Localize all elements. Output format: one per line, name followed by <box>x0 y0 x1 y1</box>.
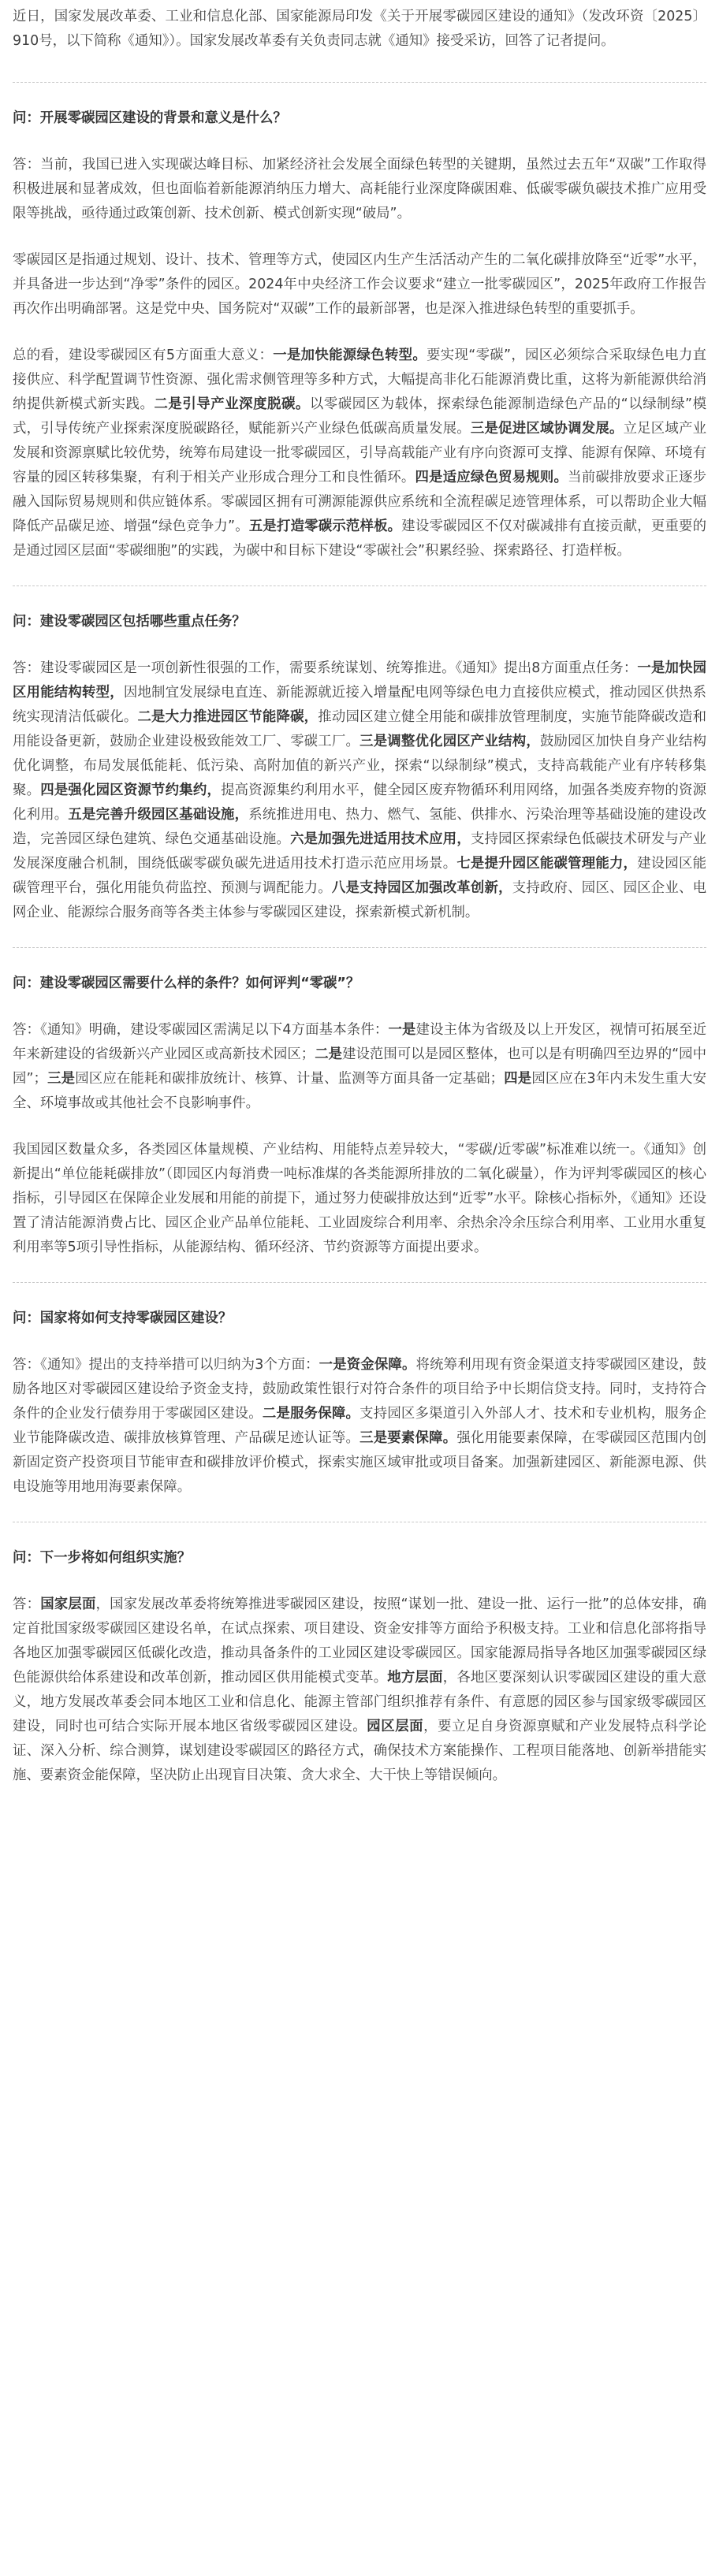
body-text: 园区应在能耗和碳排放统计、核算、计量、监测等方面具备一定基础； <box>75 1071 505 1087</box>
body-text: 答：建设零碳园区是一项创新性很强的工作，需要系统谋划、统筹推进。《通知》提出8方面重点任务： <box>13 660 638 676</box>
emphasis-text: 四是适应绿色贸易规则。 <box>415 470 568 485</box>
body-text: 系统推进用电、热力、燃气、氢能、供排水、污染治理等基础设施的建设改造，完善园区绿色建筑、绿色交通基础设施。 <box>13 807 706 847</box>
body-text: 答： <box>13 1597 41 1612</box>
body-text: ，各地区要深刻认识零碳园区建设的重大意义，地方发展改革委会同本地区工业和信息化、能源主管部门组织推荐有条件、有意愿的园区参与国家级零碳园区建设，同时也可结合实际开展本地区省级零碳园区建设。 <box>13 1670 706 1734</box>
section-divider <box>13 1282 706 1283</box>
body-text: 要实现“零碳”，园区必须综合采取绿色电力直接供应、科学配置调节性资源、强化需求侧管理等多种方式，大幅提高非化石能源消费比重，这将为新能源供给消纳提供新模式新实践。 <box>13 348 706 412</box>
question-heading: 问：国家将如何支持零碳园区建设？ <box>13 1310 233 1326</box>
body-text: 提高资源集约利用水平，健全园区废弃物循环利用网络，加强各类废弃物的资源化利用。 <box>13 782 706 823</box>
question-heading: 问：开展零碳园区建设的背景和意义是什么？ <box>13 110 287 126</box>
emphasis-text: 一是加快园区用能结构转型， <box>13 660 706 701</box>
answer-paragraph <box>13 1138 706 1260</box>
section-divider <box>13 947 706 948</box>
body-text: 零碳园区是指通过规划、设计、技术、管理等方式，使园区内生产生活活动产生的二氧化碳排放降至“近零”水平，并具备进一步达到“净零”条件的园区。2024年中央经济工作会议要求“建立一批零碳园区”，2025年政府工作报告再次作出明确部署。这是党中央、国务院对“双碳”工作的最新部署，也是深入推进绿色转型的重要抓手。 <box>13 252 706 317</box>
emphasis-text: 五是打造零碳示范样板。 <box>248 519 402 534</box>
body-text: 答：《通知》明确，建设零碳园区需满足以下4方面基本条件： <box>13 1022 389 1038</box>
answer-paragraph <box>13 1353 706 1500</box>
body-text: ，要立足自身资源禀赋和产业发展特点科学论证、深入分析、综合测算，谋划建设零碳园区的路径方式，确保技术方案能操作、工程项目能落地、创新举措能实施、要素资金能保障，坚决防止出现盲目决策、贪大求全、大干快上等错误倾向。 <box>13 1719 706 1783</box>
emphasis-text: 一是 <box>388 1022 416 1038</box>
emphasis-text: 国家层面 <box>40 1597 96 1612</box>
emphasis-text: 地方层面 <box>387 1670 443 1686</box>
body-text: 我国园区数量众多，各类园区体量规模、产业结构、用能特点差异较大，“零碳/近零碳”标准难以统一。《通知》创新提出“单位能耗碳排放”（即园区内每消费一吨标准煤的各类能源所排放的二氧化碳量），作为评判零碳园区的核心指标，引导园区在保障企业发展和用能的前提下，通过努力使碳排放达到“近零”水平。除核心指标外，《通知》还设置了清洁能源消费占比、园区企业产品单位能耗、工业固废综合利用率、余热余冷余压综合利用率、工业用水重复利用率等5项引导性指标，从能源结构、循环经济、节约资源等方面提出要求。 <box>13 1142 706 1255</box>
emphasis-text: 三是调整优化园区产业结构， <box>360 734 540 749</box>
qa-sections <box>13 82 706 1788</box>
answer-paragraph <box>13 656 706 925</box>
body-text: 将统筹利用现有资金渠道支持零碳园区建设，鼓励各地区对零碳园区建设给予资金支持，鼓励政策性银行对符合条件的项目给予中长期信贷支持。同时，支持符合条件的企业发行债券用于零碳园区建设。 <box>13 1357 706 1422</box>
body-text: 建设零碳园区不仅对碳减排有直接贡献，更重要的是通过园区层面“零碳细胞”的实践，为碳中和目标下建设“零碳社会”积累经验、探索路径、打造样板。 <box>13 519 706 559</box>
body-text: 支持政府、园区、园区企业、电网企业、能源综合服务商等各类主体参与零碳园区建设，探索新模式新机制。 <box>13 880 706 920</box>
body-text: 因地制宜发展绿电直连、新能源就近接入增量配电网等绿色电力直接供应模式，推动园区供热系统实现清洁低碳化。 <box>13 685 706 725</box>
article-intro: 近日，国家发展改革委、工业和信息化部、国家能源局印发《关于开展零碳园区建设的通知》（发改环资〔2025〕910号，以下简称《通知》）。国家发展改革委有关负责同志就《通知》接受采访，回答了记者提问。 <box>13 9 706 49</box>
body-text: 建设范围可以是园区整体，也可以是有明确四至边界的“园中园”； <box>13 1046 706 1087</box>
emphasis-text: 六是加强先进适用技术应用， <box>290 831 471 847</box>
body-text: 答：《通知》提出的支持举措可以归纳为3个方面： <box>13 1357 319 1373</box>
body-text: ，国家发展改革委将统筹推进零碳园区建设，按照“谋划一批、建设一批、运行一批”的总体安排，确定首批国家级零碳园区建设名单，在试点探索、项目建设、资金安排等方面给予积极支持。工业和信息化部将指导各地区加强零碳园区低碳化改造，推动具备条件的工业园区建设零碳园区。国家能源局指导各地区加强零碳园区绿色能源供给体系建设和改革创新，推动园区供用能模式变革。 <box>13 1597 706 1686</box>
body-text: 鼓励园区加快自身产业结构优化调整，布局发展低能耗、低污染、高附加值的新兴产业，探索“以绿制绿”模式，支持高载能产业有序转移集聚。 <box>13 734 706 798</box>
emphasis-text: 一是加快能源绿色转型。 <box>273 348 427 363</box>
body-text: 总的看，建设零碳园区有5方面重大意义： <box>13 348 274 363</box>
emphasis-text: 一是资金保障。 <box>319 1357 416 1373</box>
body-text: 强化用能要素保障，在零碳园区范围内创新固定资产投资项目节能审查和碳排放评价模式，探索实施区域审批或项目备案。加强新建园区、新能源电源、供电设施等用地用海要素保障。 <box>13 1430 706 1495</box>
body-text: 立足区域产业发展和资源禀赋比较优势，统筹布局建设一批零碳园区，引导高载能产业有序向资源可支撑、能源有保障、环境有容量的园区转移集聚，有利于相关产业形成合理分工和良性循环。 <box>13 421 706 485</box>
emphasis-text: 四是 <box>504 1071 532 1087</box>
question-heading: 问：建设零碳园区需要什么样的条件？如何评判“零碳”？ <box>13 976 360 991</box>
emphasis-text: 三是要素保障。 <box>360 1430 457 1446</box>
emphasis-text: 五是完善升级园区基础设施， <box>68 807 249 823</box>
body-text: 园区应在3年内未发生重大安全、环境事故或其他社会不良影响事件。 <box>13 1071 706 1111</box>
emphasis-text: 八是支持园区加强改革创新， <box>331 880 512 896</box>
emphasis-text: 园区层面 <box>367 1719 424 1734</box>
emphasis-text: 三是 <box>47 1071 76 1087</box>
emphasis-text: 二是大力推进园区节能降碳， <box>137 709 319 725</box>
answer-paragraph <box>13 344 706 563</box>
body-text: 答：当前，我国已进入实现碳达峰目标、加紧经济社会发展全面绿色转型的关键期，虽然过去五年“双碳”工作取得积极进展和显著成效，但也面临着新能源消纳压力增大、高耗能行业深度降碳困难、低碳零碳负碳技术推广应用受限等挑战，亟待通过政策创新、技术创新、模式创新实现“破局”。 <box>13 157 706 221</box>
answer-paragraph <box>13 248 706 322</box>
body-text: 建设主体为省级及以上开发区，视情可拓展至近年来新建设的省级新兴产业园区或高新技术园区； <box>13 1022 706 1062</box>
emphasis-text: 二是引导产业深度脱碳。 <box>154 396 310 412</box>
body-text: 支持园区探索绿色低碳技术研发与产业发展深度融合机制，围绕低碳零碳负碳先进适用技术打造示范应用场景。 <box>13 831 706 872</box>
emphasis-text: 七是提升园区能碳管理能力， <box>456 856 638 872</box>
answer-paragraph <box>13 1593 706 1788</box>
body-text: 以零碳园区为载体，探索绿色能源制造绿色产品的“以绿制绿”模式，引导传统产业探索深度脱碳路径，赋能新兴产业绿色低碳高质量发展。 <box>13 396 706 437</box>
answer-paragraph <box>13 1018 706 1116</box>
question-heading: 问：下一步将如何组织实施？ <box>13 1550 192 1566</box>
body-text: 支持园区多渠道引入外部人才、技术和专业机构，服务企业节能降碳改造、碳排放核算管理、产品碳足迹认证等。 <box>13 1406 706 1446</box>
body-text: 建设园区能碳管理平台，强化用能负荷监控、预测与调配能力。 <box>13 856 706 896</box>
section-divider <box>13 585 706 586</box>
question-heading: 问：建设零碳园区包括哪些重点任务？ <box>13 614 246 630</box>
body-text: 推动园区建立健全用能和碳排放管理制度，实施节能降碳改造和用能设备更新，鼓励企业建设极致能效工厂、零碳工厂。 <box>13 709 706 749</box>
emphasis-text: 四是强化园区资源节约集约， <box>40 782 222 798</box>
answer-paragraph <box>13 153 706 226</box>
emphasis-text: 二是 <box>315 1046 343 1062</box>
body-text: 当前碳排放要求正逐步融入国际贸易规则和供应链体系。零碳园区拥有可溯源能源供应系统和全流程碳足迹管理体系，可以帮助企业大幅降低产品碳足迹、增强“绿色竞争力”。 <box>13 470 706 534</box>
emphasis-text: 二是服务保障。 <box>262 1406 360 1422</box>
emphasis-text: 三是促进区域协调发展。 <box>470 421 624 437</box>
section-divider <box>13 82 706 83</box>
